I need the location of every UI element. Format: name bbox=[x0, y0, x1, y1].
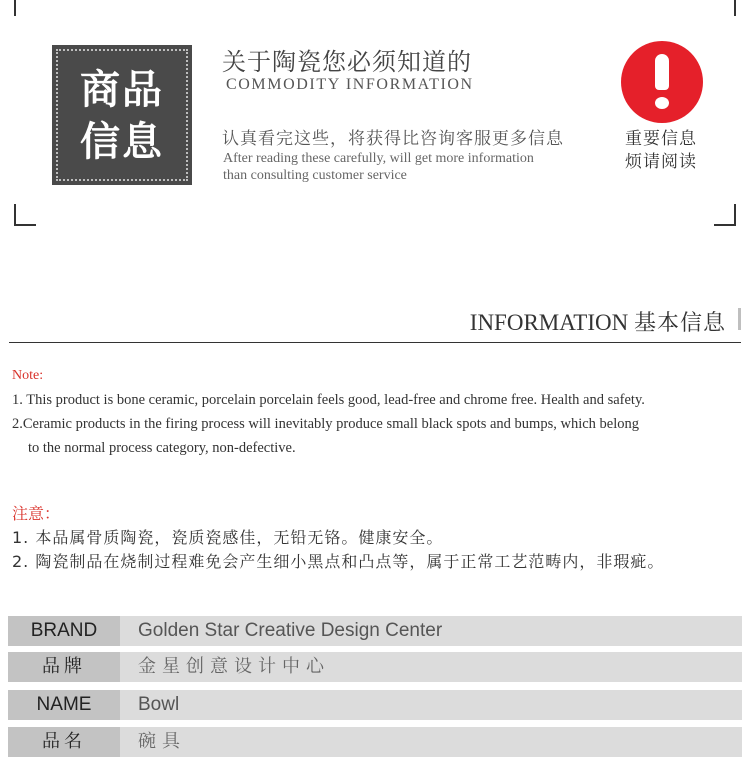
table-key: 品名 bbox=[8, 727, 120, 757]
important-notice bbox=[611, 128, 711, 174]
corner-bracket-top-left bbox=[14, 0, 36, 16]
table-value: Golden Star Creative Design Center bbox=[138, 620, 443, 641]
table-key: NAME bbox=[8, 690, 120, 720]
note-en-item-2-cont: to the normal process category, non-defective. bbox=[28, 440, 296, 456]
section-title-en: INFORMATION bbox=[469, 310, 629, 335]
header-title-cn: 关于陶瓷您必须知道的 bbox=[222, 48, 472, 76]
corner-bracket-bottom-right bbox=[714, 204, 736, 226]
table-row-brand-cn bbox=[8, 652, 742, 682]
section-title bbox=[470, 306, 726, 337]
table-row-name-cn bbox=[8, 727, 742, 757]
header-subtitle-en-line1: After reading these carefully, will get more information bbox=[223, 151, 534, 166]
table-key: 品牌 bbox=[8, 652, 120, 682]
note-en-item-1: 1. This product is bone ceramic, porcelain porcelain feels good, lead-free and chrome free. Health and safety. bbox=[12, 392, 645, 408]
note-cn-item-1: 1. 本品属骨质陶瓷，瓷质瓷感佳，无铅无铬。健康安全。 bbox=[12, 528, 444, 547]
badge-line-1: 商品 bbox=[80, 66, 164, 113]
table-value: 碗具 bbox=[138, 731, 186, 752]
corner-bracket-bottom-left bbox=[14, 204, 36, 226]
section-title-accent bbox=[738, 308, 741, 330]
table-key: BRAND bbox=[8, 616, 120, 646]
note-label-cn: 注意： bbox=[12, 504, 61, 523]
table-row-name-en bbox=[8, 690, 742, 720]
table-value: 金星创意设计中心 bbox=[138, 656, 330, 677]
header-title-en: COMMODITY INFORMATION bbox=[226, 76, 474, 93]
note-en-item-2: 2.Ceramic products in the firing process will inevitably produce small black spots and bumps, which belong bbox=[12, 416, 639, 432]
section-title-cn: 基本信息 bbox=[633, 311, 726, 336]
important-notice-line2: 烦请阅读 bbox=[625, 152, 697, 172]
exclamation-icon bbox=[621, 41, 703, 123]
badge-line-2: 信息 bbox=[80, 118, 164, 165]
section-divider bbox=[9, 342, 741, 343]
table-row-brand-en bbox=[8, 616, 742, 646]
header-subtitle-cn: 认真看完这些，将获得比咨询客服更多信息 bbox=[222, 129, 564, 149]
note-cn-item-2: 2. 陶瓷制品在烧制过程难免会产生细小黑点和凸点等，属于正常工艺范畴内，非瑕疵。 bbox=[12, 552, 665, 571]
header-subtitle-en bbox=[223, 150, 603, 184]
important-notice-line1: 重要信息 bbox=[625, 129, 697, 149]
commodity-info-badge bbox=[52, 45, 192, 185]
note-label-en: Note: bbox=[12, 368, 44, 383]
header-subtitle-en-line2: than consulting customer service bbox=[223, 168, 407, 183]
corner-bracket-top-right bbox=[714, 0, 736, 16]
table-value: Bowl bbox=[138, 694, 180, 715]
